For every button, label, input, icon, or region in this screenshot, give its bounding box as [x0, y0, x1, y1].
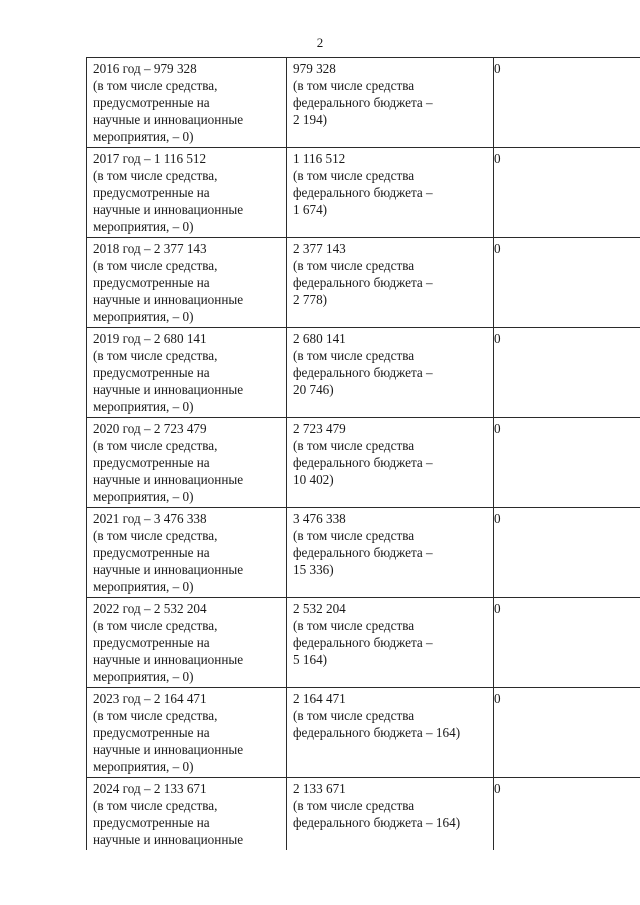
funding-table [86, 57, 640, 850]
table-row [87, 328, 640, 418]
year-total-cell: 2022 год – 2 532 204 (в том числе средства, предусмотренные на научные и инновационные мероприятия, – 0) [87, 598, 287, 688]
table-row [87, 688, 640, 778]
budget-cell: 2 723 479 (в том числе средства федерального бюджета – 10 402) [287, 418, 494, 508]
budget-cell: 3 476 338 (в том числе средства федерального бюджета – 15 336) [287, 508, 494, 598]
year-total-cell: 2021 год – 3 476 338 (в том числе средства, предусмотренные на научные и инновационные мероприятия, – 0) [87, 508, 287, 598]
value-cell: 0 [494, 778, 640, 851]
table-row [87, 778, 640, 851]
year-total-cell: 2024 год – 2 133 671 (в том числе средства, предусмотренные на научные и инновационные [87, 778, 287, 851]
table-row [87, 418, 640, 508]
value-cell: 0 [494, 688, 640, 778]
budget-cell: 1 116 512 (в том числе средства федерального бюджета – 1 674) [287, 148, 494, 238]
value-cell: 0 [494, 418, 640, 508]
page-number: 2 [316, 35, 324, 50]
year-total-cell: 2019 год – 2 680 141 (в том числе средства, предусмотренные на научные и инновационные мероприятия, – 0) [87, 328, 287, 418]
value-cell: 0 [494, 328, 640, 418]
year-total-cell: 2018 год – 2 377 143 (в том числе средства, предусмотренные на научные и инновационные мероприятия, – 0) [87, 238, 287, 328]
year-total-cell: 2020 год – 2 723 479 (в том числе средства, предусмотренные на научные и инновационные мероприятия, – 0) [87, 418, 287, 508]
value-cell: 0 [494, 598, 640, 688]
budget-cell: 2 377 143 (в том числе средства федерального бюджета – 2 778) [287, 238, 494, 328]
value-cell: 0 [494, 238, 640, 328]
year-total-cell: 2016 год – 979 328 (в том числе средства, предусмотренные на научные и инновационные мероприятия, – 0) [87, 58, 287, 148]
value-cell: 0 [494, 508, 640, 598]
budget-cell: 979 328 (в том числе средства федерального бюджета – 2 194) [287, 58, 494, 148]
table-row [87, 238, 640, 328]
table-row [87, 148, 640, 238]
budget-cell: 2 164 471 (в том числе средства федерального бюджета – 164) [287, 688, 494, 778]
budget-cell: 2 680 141 (в том числе средства федерального бюджета – 20 746) [287, 328, 494, 418]
value-cell: 0 [494, 58, 640, 148]
table-row [87, 58, 640, 148]
year-total-cell: 2023 год – 2 164 471 (в том числе средства, предусмотренные на научные и инновационные мероприятия, – 0) [87, 688, 287, 778]
budget-cell: 2 133 671 (в том числе средства федерального бюджета – 164) [287, 778, 494, 851]
table-row [87, 508, 640, 598]
year-total-cell: 2017 год – 1 116 512 (в том числе средства, предусмотренные на научные и инновационные мероприятия, – 0) [87, 148, 287, 238]
budget-cell: 2 532 204 (в том числе средства федерального бюджета – 5 164) [287, 598, 494, 688]
table-row [87, 598, 640, 688]
value-cell: 0 [494, 148, 640, 238]
